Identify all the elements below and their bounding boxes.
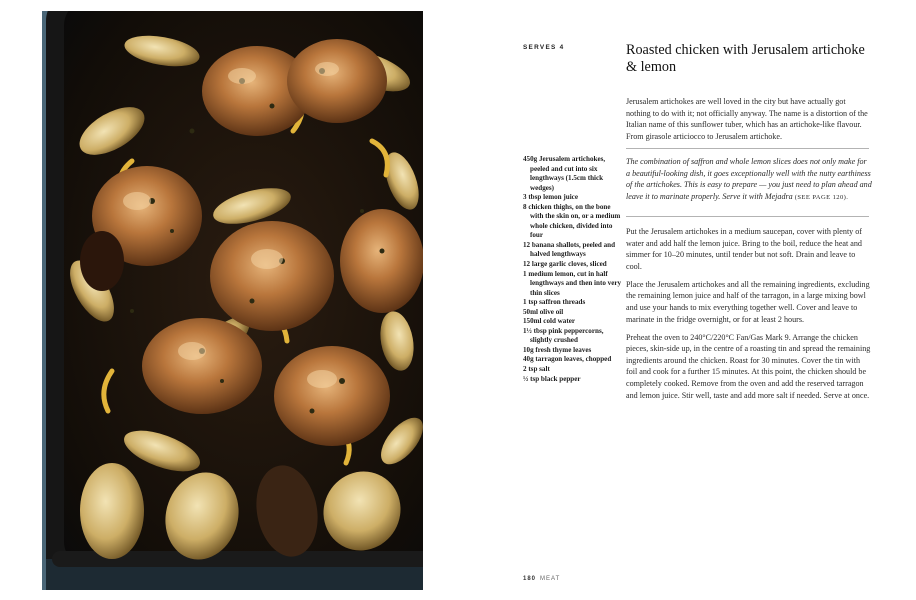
ingredient-item: 3 tbsp lemon juice [523,193,578,202]
method-step-2: Place the Jerusalem artichokes and all the remaining ingredients, excluding the remaining lemon juice and half of the tarragon, in a large mixing bowl and use your hands to mix everything together well. Cover and leave to marinate in the fridge overnight, or for at least 2 hours. [626,279,870,324]
note-text: The combination of saffron and whole lemon slices does not only make for a beautiful-looking dish, it goes exceptionally well with the nutty earthiness of the artichokes. This is easy to prepare — you just need to plan ahead and leave it to marinate properly. Serve it with Mejadra [626,157,872,201]
ingredient-item: 450g Jerusalem artichokes, peeled and cut into six lengthways (1.5cm thick wedges) [523,155,606,192]
ingredient-item: 8 chicken thighs, on the bone with the skin on, or a medium whole chicken, divided into four [523,202,621,240]
recipe-photo [42,11,423,590]
divider-bottom [626,216,869,217]
ingredient-item: 10g fresh thyme leaves [523,345,592,354]
divider-top [626,148,869,149]
ingredient-item: 50ml olive oil [523,307,564,316]
recipe-note [626,156,872,203]
method-step-3: Preheat the oven to 240°C/220°C Fan/Gas Mark 9. Arrange the chicken pieces, skin-side up, in the centre of a roasting tin and spread the remaining ingredients around the chicken. Roast for 30 minutes. Cover the tin with foil and cook for a further 15 minutes. At this point, the chicken should be completely cooked. Remove from the oven and add the reserved tarragon and lemon juice. Stir well, taste and add more salt if needed. Serve at once. [626,332,871,400]
ingredient-list [523,155,623,384]
page-reference: (SEE PAGE 120). [794,193,849,201]
ingredient-item: 2 tsp salt [523,365,550,374]
method-steps [626,226,872,407]
ingredient-item: 1½ tbsp pink peppercorns, slightly crushed [523,326,604,345]
ingredient-item: 150ml cold water [523,317,576,326]
recipe-intro: Jerusalem artichokes are well loved in the city but have actually got nothing to do with it; not officially anyway. The name is a distortion of the Italian name of this sunflower tuber, which has an artichoke-like flavour. From girasole articiocco to Jerusalem artichoke. [626,97,868,141]
page-number: 180 [523,576,537,582]
ingredient-item: 1 tsp saffron threads [523,298,586,307]
ingredient-item: 12 banana shallots, peeled and halved lengthways [523,240,616,259]
ingredient-item: ½ tsp black pepper [523,374,581,383]
ingredient-item: 1 medium lemon, cut in half lengthways and then into very thin slices [523,269,622,297]
page-footer [523,576,560,582]
ingredient-item: 12 large garlic cloves, sliced [523,260,607,269]
roast-chicken-illustration [42,11,423,590]
recipe-title: Roasted chicken with Jerusalem artichoke & lemon [626,42,865,75]
serves-label: SERVES 4 [523,44,565,51]
method-step-1: Put the Jerusalem artichokes in a medium saucepan, cover with plenty of water and add half the lemon juice. Bring to the boil, reduce the heat and simmer for 10–20 minutes, until tender but not soft. Drain and leave to cool. [626,227,862,271]
section-name: MEAT [540,576,561,582]
ingredient-item: 40g tarragon leaves, chopped [523,355,612,364]
